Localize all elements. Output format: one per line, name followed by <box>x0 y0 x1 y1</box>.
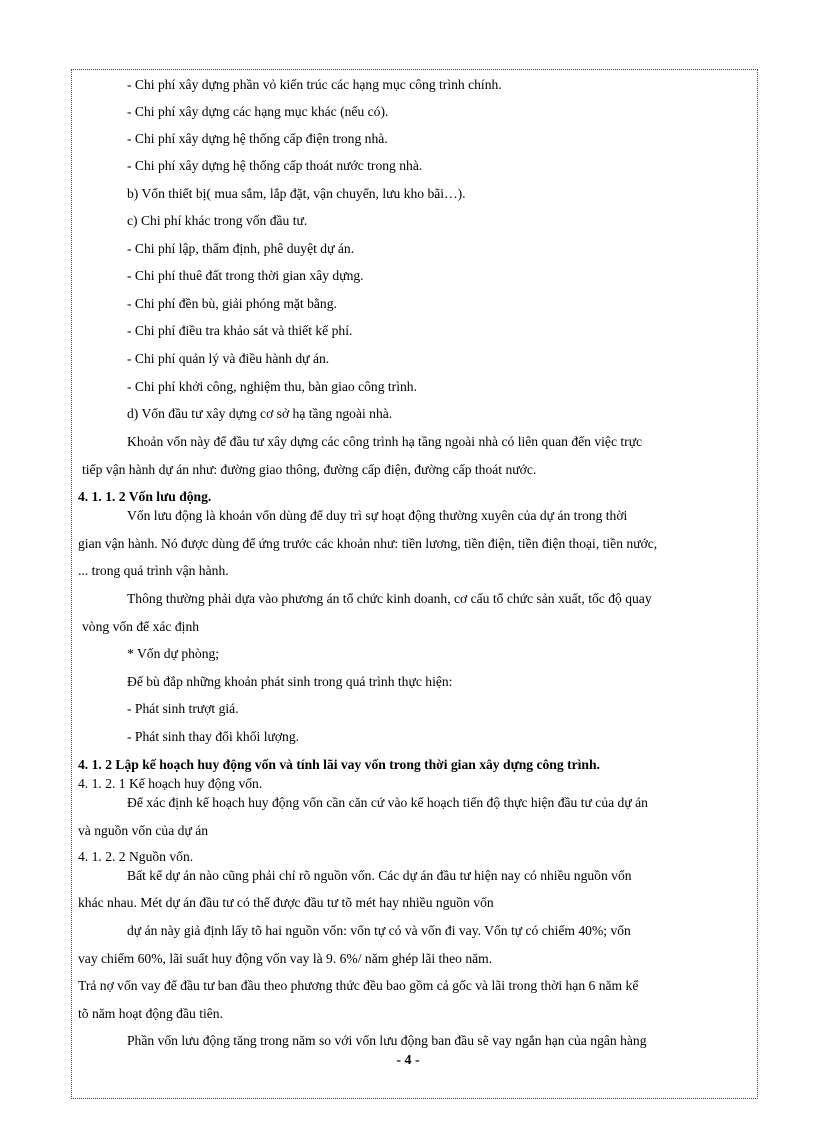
text-line: - Chi phí thuê đất trong thời gian xây dựng. <box>127 268 364 283</box>
section-heading: 4. 1. 1. 2 Vốn lưu động. <box>78 489 212 504</box>
text-line: - Chi phí quản lý và điều hành dự án. <box>127 351 330 366</box>
text-line: - Chi phí xây dựng hệ thống cấp thoát nước trong nhà. <box>127 158 423 173</box>
text-line: Bất kể dự án nào cũng phải chỉ rõ nguồn vốn. Các dự án đầu tư hiện nay có nhiều nguồn vốn <box>127 868 632 883</box>
text-line: Khoản vốn này để đầu tư xây dựng các công trình hạ tầng ngoài nhà có liên quan đến việc trực <box>127 434 643 449</box>
text-line: Phần vốn lưu động tăng trong năm so với vốn lưu động ban đầu sẽ vay ngắn hạn của ngân hàng <box>127 1033 647 1048</box>
subsection-heading: 4. 1. 2. 1 Kế hoạch huy động vốn. <box>78 776 263 791</box>
text-line: - Chi phí xây dựng phần vỏ kiến trúc các hạng mục công trình chính. <box>127 77 502 92</box>
text-line: * Vốn dự phòng; <box>127 646 220 661</box>
subsection-heading: 4. 1. 2. 2 Nguồn vốn. <box>78 849 194 864</box>
text-line: vay chiếm 60%, lãi suất huy động vốn vay là 9. 6%/ năm ghép lãi theo năm. <box>78 951 493 966</box>
text-line: tiếp vận hành dự án như: đường giao thông, đường cấp điện, đường cấp thoát nước. <box>82 462 537 477</box>
text-line: tõ năm hoạt động đầu tiên. <box>78 1006 223 1021</box>
text-line: d) Vốn đầu tư xây dựng cơ sở hạ tầng ngoài nhà. <box>127 406 393 421</box>
text-line: Để xác định kế hoạch huy động vốn cần căn cứ vào kế hoạch tiến độ thực hiện đầu tư của dự án <box>127 795 648 810</box>
text-line: b) Vốn thiết bị( mua sắm, lắp đặt, vận chuyển, lưu kho bãi…). <box>127 186 466 201</box>
text-line: - Phát sinh thay đổi khối lượng. <box>127 729 300 744</box>
text-line: - Chi phí khởi công, nghiệm thu, bàn giao công trình. <box>127 379 417 394</box>
text-line: - Chi phí lập, thẩm định, phê duyệt dự án. <box>127 241 355 256</box>
text-line: Trả nợ vốn vay để đầu tư ban đầu theo phương thức đều bao gồm cả gốc và lãi trong thời hạn 6 năm kể <box>78 978 639 993</box>
section-heading: 4. 1. 2 Lập kế hoạch huy động vốn và tính lãi vay vốn trong thời gian xây dựng công trình. <box>78 757 600 772</box>
text-line: - Phát sinh trượt giá. <box>127 701 239 716</box>
text-line: và nguồn vốn của dự án <box>78 823 209 838</box>
text-line: - Chi phí điều tra khảo sát và thiết kế phí. <box>127 323 353 338</box>
page-number: - 4 - <box>396 1053 420 1068</box>
text-line: - Chi phí xây dựng các hạng mục khác (nếu có). <box>127 104 389 119</box>
text-line: Thông thường phải dựa vào phương án tổ chức kinh doanh, cơ cấu tổ chức sản xuất, tốc độ quay <box>127 591 652 606</box>
text-line: - Chi phí xây dựng hệ thống cấp điện trong nhà. <box>127 131 388 146</box>
text-line: - Chi phí đền bù, giải phóng mặt bằng. <box>127 296 337 311</box>
text-line: c) Chi phí khác trong vốn đầu tư. <box>127 213 308 228</box>
text-line: Để bù đắp những khoản phát sinh trong quá trình thực hiện: <box>127 674 453 689</box>
text-line: ... trong quá trình vận hành. <box>78 563 229 578</box>
text-line: Vốn lưu động là khoản vốn dùng để duy trì sự hoạt động thường xuyên của dự án trong thời <box>127 508 628 523</box>
text-line: vòng vốn để xác định <box>82 619 200 634</box>
text-line: gian vận hành. Nó được dùng để ứng trước các khoản như: tiền lương, tiền điện, tiền điện thoại, tiền nước, <box>78 536 658 551</box>
text-line: dự án này giả định lấy tõ hai nguồn vốn: vốn tự có và vốn đi vay. Vốn tự có chiếm 40%; vốn <box>127 923 631 938</box>
text-line: khác nhau. Mét dự án đầu tư có thể được đầu tư tõ mét hay nhiều nguồn vốn <box>78 895 494 910</box>
